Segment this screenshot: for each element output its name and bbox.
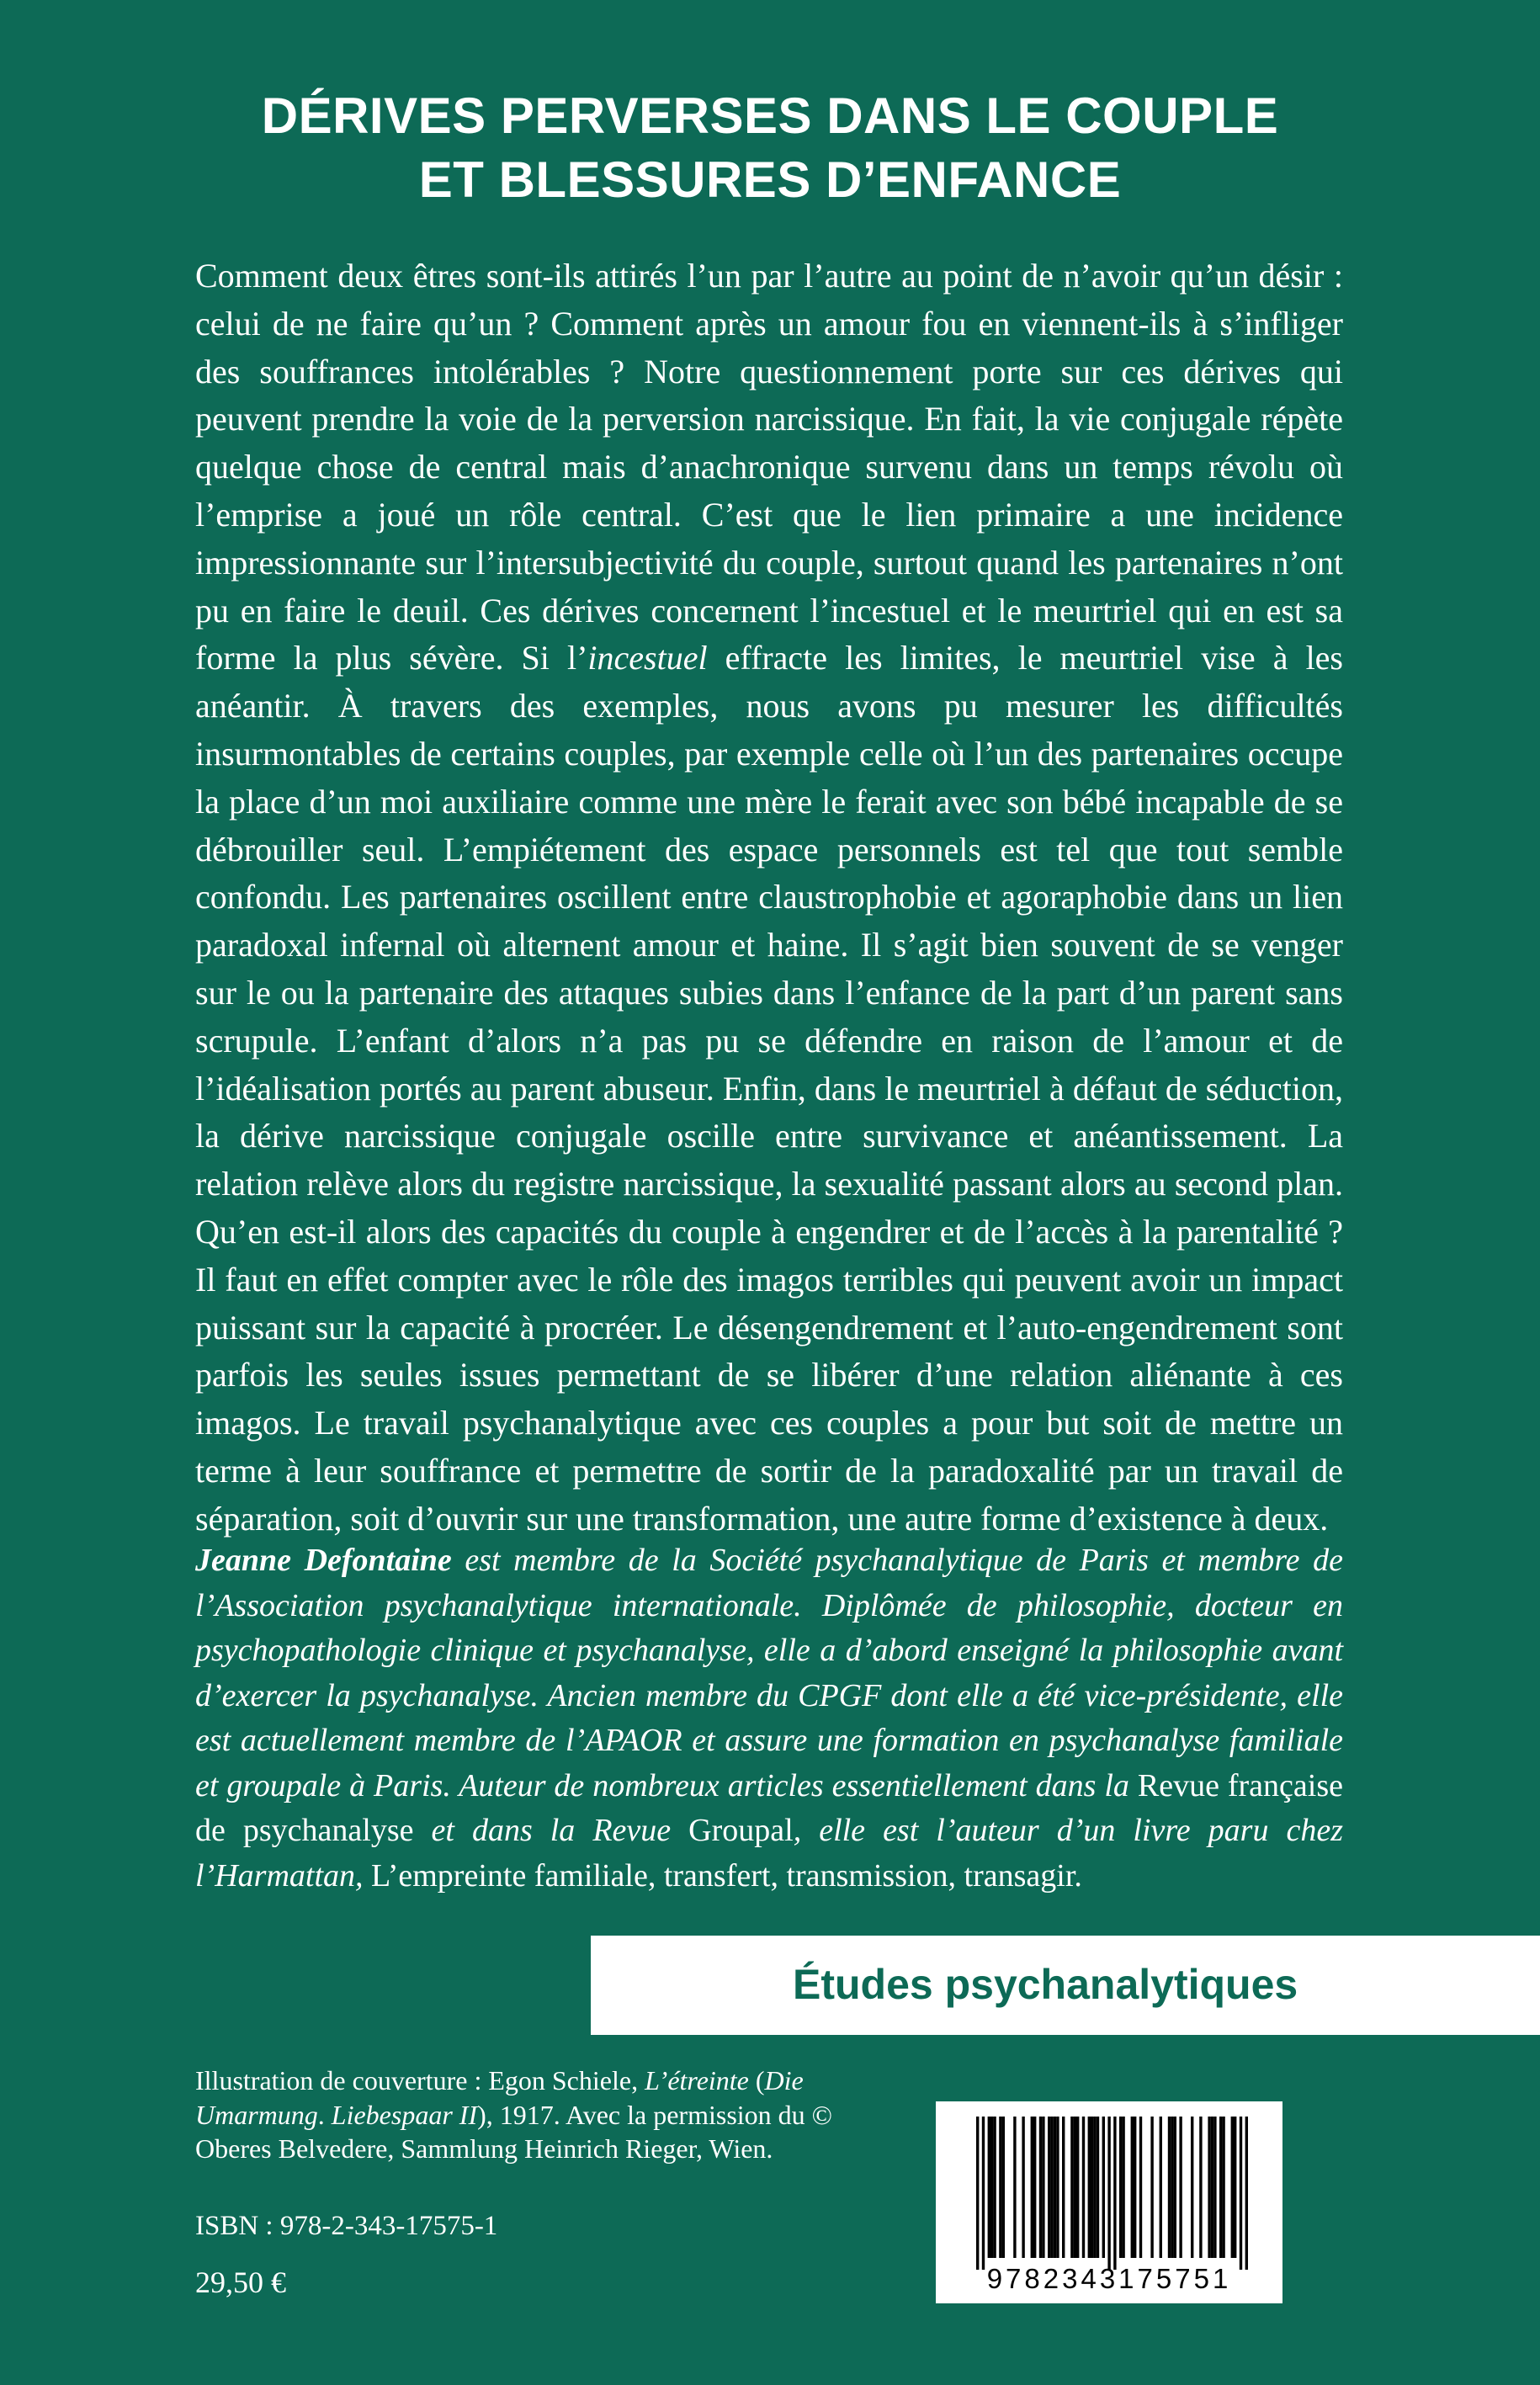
barcode-bar: [1039, 2117, 1042, 2258]
barcode-bar: [1174, 2117, 1176, 2258]
cover-credits: [195, 2064, 885, 2166]
collection-name: Études psychanalytiques: [793, 1961, 1298, 2008]
barcode-bar: [1134, 2117, 1136, 2258]
bio-journal-2: Groupal: [688, 1813, 794, 1848]
barcode-bar: [1234, 2117, 1236, 2258]
book-title: [0, 84, 1540, 212]
barcode: [936, 2101, 1282, 2303]
title-line-1: DÉRIVES PERVERSES DANS LE COUPLE: [261, 88, 1279, 144]
bio-text-3: , elle est l’auteur d’un livre paru chez l’Harmattan,: [195, 1813, 1343, 1894]
bio-book-title: L’empreinte familiale, transfert, transmission, transagir.: [371, 1857, 1082, 1894]
author-bio: [195, 1538, 1343, 1899]
barcode-bar: [1139, 2117, 1142, 2258]
barcode-bar: [1150, 2117, 1153, 2258]
barcode-bar: [1031, 2117, 1033, 2258]
barcode-bar: [1179, 2117, 1182, 2258]
summary-part-1: Comment deux êtres sont-ils attirés l’un par l’autre au point de n’avoir qu’un désir : celui de ne faire qu’un ? Comment après un amour fou en viennent-ils à s’infliger des souffrances intolérables ? Notre questionnement porte sur ces dérives qui peuvent prendre la voie de la perversion narcissique. En fait, la vie conjugale répète quelque chose de central mais d’anachronique survenu dans un temps révolu où l’emprise a joué un rôle central. C’est que le lien primaire a une incidence impressionnante sur l’intersubjectivité du couple, surtout quand les partenaires n’ont pu en faire le deuil. Ces dérives concernent l’incestuel et le meurtriel qui en est sa forme la plus sévère. Si l’: [195, 257, 1343, 677]
barcode-bar: [1191, 2117, 1193, 2258]
barcode-bar: [1054, 2117, 1056, 2258]
barcode-bar: [1211, 2117, 1213, 2258]
collection-banner: [591, 1936, 1540, 2035]
barcode-bar: [1082, 2117, 1085, 2258]
barcode-bar: [1050, 2117, 1053, 2258]
barcode-bar: [1076, 2117, 1079, 2258]
barcode-bar: [1222, 2117, 1224, 2258]
barcode-bar: [993, 2117, 996, 2258]
barcode-bar: [1093, 2117, 1096, 2258]
barcode-bar: [1119, 2117, 1122, 2258]
credits-dot: .: [317, 2099, 332, 2130]
barcode-bar: [1231, 2117, 1234, 2258]
barcode-graphic: [936, 2101, 1282, 2303]
barcode-bar: [1240, 2117, 1242, 2270]
barcode-bar: [1122, 2117, 1124, 2258]
barcode-bar: [1042, 2117, 1044, 2258]
barcode-bar: [1219, 2117, 1222, 2258]
barcode-bar: [1062, 2117, 1065, 2258]
title-line-2: ET BLESSURES D’ENFANCE: [418, 151, 1122, 208]
barcode-bar: [1102, 2117, 1105, 2258]
barcode-bar: [1107, 2117, 1110, 2270]
barcode-digits: 9782343175751: [986, 2263, 1232, 2294]
credits-rest: ), 1917. Avec la permission du © Oberes Belvedere, Sammlung Heinrich Rieger, Wien.: [195, 2099, 832, 2164]
barcode-bar: [1113, 2117, 1116, 2270]
barcode-bar: [1213, 2117, 1216, 2258]
bio-text-2: et dans la Revue: [413, 1813, 689, 1848]
barcode-bar: [1131, 2117, 1134, 2258]
barcode-bar: [1074, 2117, 1076, 2258]
summary-italic-term: incestuel: [587, 639, 708, 677]
barcode-bar: [1199, 2117, 1202, 2258]
barcode-bar: [1022, 2117, 1024, 2258]
barcode-bar: [988, 2117, 990, 2258]
barcode-bar: [1171, 2117, 1173, 2258]
barcode-bar: [1091, 2117, 1093, 2258]
credits-alt-title: Liebespaar II: [331, 2099, 478, 2130]
barcode-bar: [1208, 2117, 1210, 2258]
barcode-bar: [1002, 2117, 1005, 2258]
barcode-bar: [976, 2117, 979, 2270]
barcode-bar: [1048, 2117, 1050, 2258]
barcode-bar: [990, 2117, 993, 2258]
bio-journal-1: Revue française de psychanalyse: [195, 1767, 1343, 1848]
book-summary: [195, 252, 1343, 1543]
summary-part-2: effracte les limites, le meurtriel vise à les anéantir. À travers des exemples, nous avons pu mesurer les difficultés insurmontables de certains couples, par exemple celle où l’un des partenaires occupe la place d’un moi auxiliaire comme une mère le ferait avec son bébé incapable de se débrouiller seul. L’empiétement des espace personnels est tel que tout semble confondu. Les partenaires oscillent entre claustrophobie et agoraphobie dans un lien paradoxal infernal où alternent amour et haine. Il s’agit bien souvent de se venger sur le ou la partenaire des attaques subies dans l’enfance de la part d’un parent sans scrupule. L’enfant d’alors n’a pas pu se défendre en raison de l’amour et de l’idéalisation portés au parent abuseur. Enfin, dans le meurtriel à défaut de séduction, la dérive narcissique conjugale oscille entre survivance et anéantissement. La relation relève alors du registre narcissique, la sexualité passant alors au second plan. Qu’en est-il alors des capacités du couple à engendrer et de l’accès à la parentalité ? Il faut en effet compter avec le rôle des imagos terribles qui peuvent avoir un impact puissant sur la capacité à procréer. Le désengendrement et l’auto-engendrement sont parfois les seules issues permettant de se libérer d’une relation aliénante à ces imagos. Le travail psychanalytique avec ces couples a pour but soit de mettre un terme à leur souffrance et permettre de sortir de la paradoxalité par un travail de séparation, soit d’ouvrir sur une transformation, une autre forme d’existence à deux.: [195, 639, 1343, 1538]
barcode-bar: [1160, 2117, 1162, 2258]
barcode-bar: [1168, 2117, 1171, 2258]
credits-prefix: Illustration de couverture : Egon Schiele,: [195, 2065, 645, 2096]
barcode-bar: [1070, 2117, 1073, 2258]
barcode-bar: [1097, 2117, 1099, 2258]
barcode-bar: [1088, 2117, 1091, 2258]
barcode-bar: [1033, 2117, 1036, 2258]
author-name: Jeanne Defontaine: [195, 1543, 452, 1578]
price: 29,50 €: [195, 2265, 286, 2299]
bio-text-1: est membre de la Société psychanalytique de Paris et membre de l’Association psychanalytique internationale. Diplômée de philosophie, docteur en psychopathologie clinique et psychanalyse, elle a d’abord enseigné la philosophie avant d’exercer la psychanalyse. Ancien membre du CPGF dont elle a été vice-présidente, elle est actuellement membre de l’APAOR et assure une formation en psychanalyse familiale et groupale à Paris. Auteur de nombreux articles essentiellement dans la: [195, 1543, 1343, 1803]
barcode-bar: [982, 2117, 985, 2270]
barcode-bar: [1245, 2117, 1248, 2270]
isbn: ISBN : 978-2-343-17575-1: [195, 2211, 498, 2241]
barcode-bar: [1056, 2117, 1059, 2258]
credits-open-paren: (: [748, 2065, 765, 2096]
credits-original-title: Die Umarmung: [195, 2065, 804, 2130]
barcode-bar: [1013, 2117, 1016, 2258]
credits-work-title: L’étreinte: [645, 2065, 749, 2096]
barcode-bar: [999, 2117, 1001, 2258]
